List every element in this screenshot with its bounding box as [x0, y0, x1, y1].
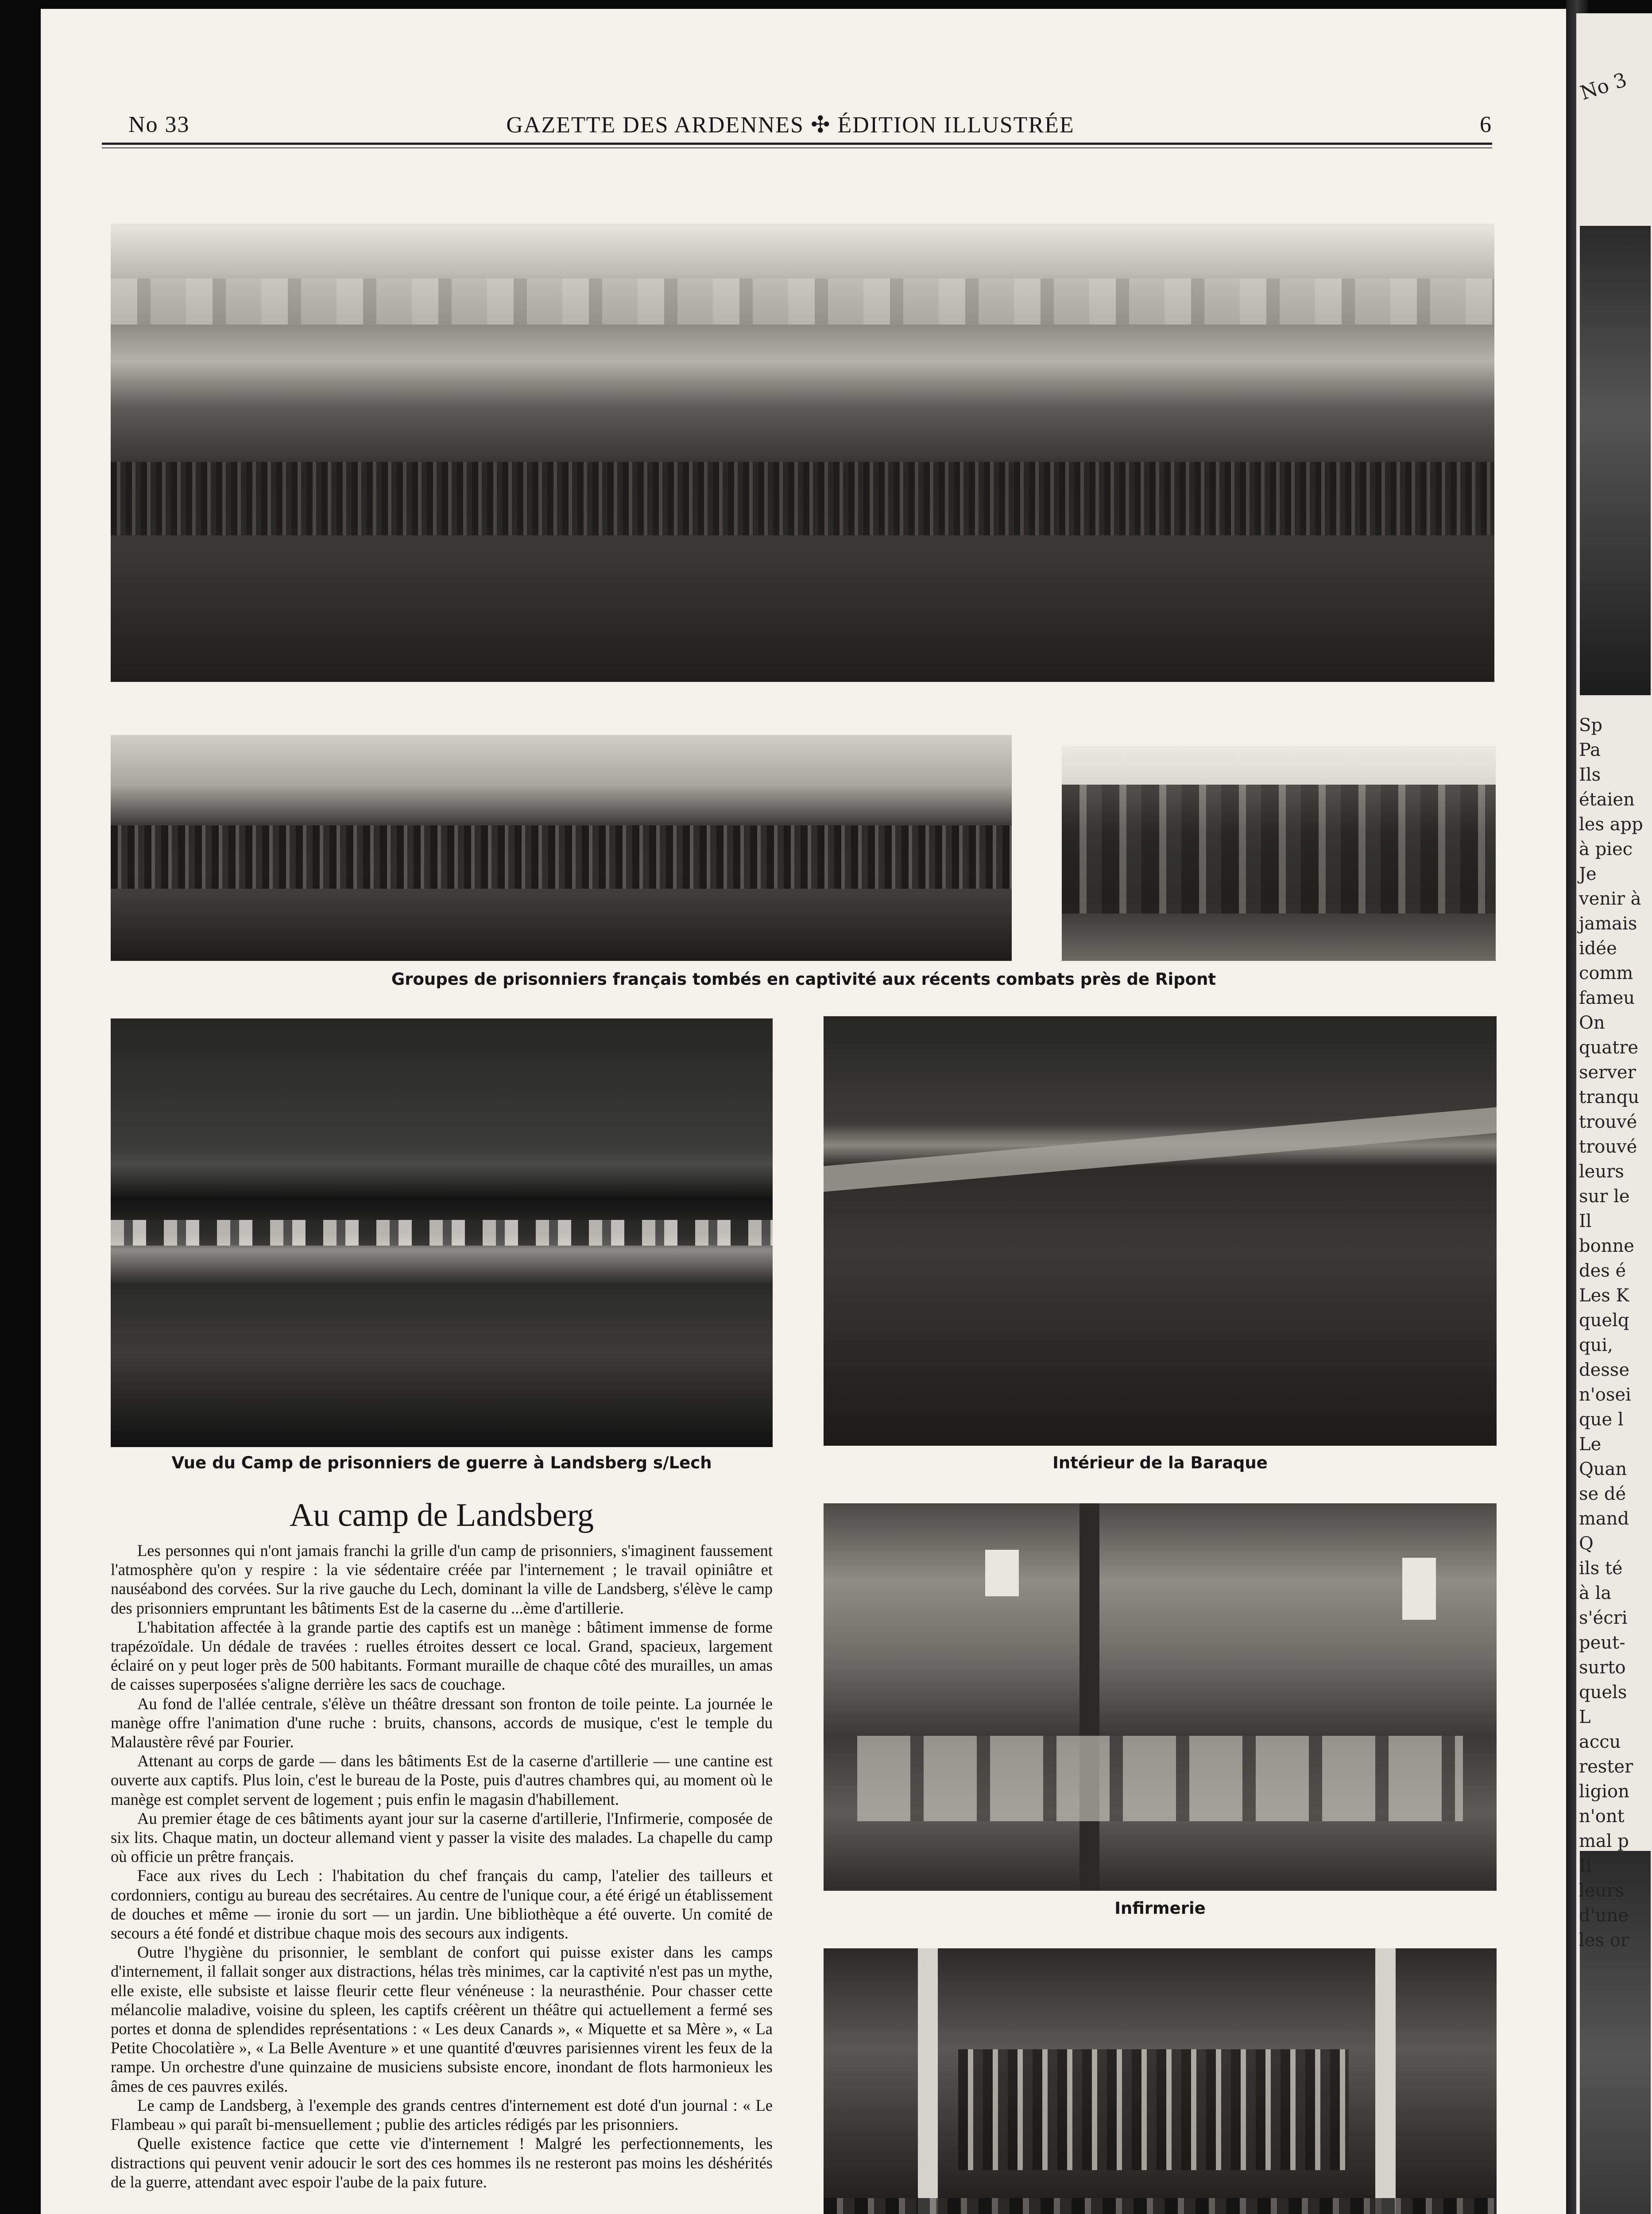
- photo-camp-view: [111, 1018, 773, 1447]
- next-page-fragment: trouvé: [1579, 1137, 1637, 1157]
- next-page-fragment: à la: [1579, 1583, 1612, 1603]
- next-page-fragment: n'osei: [1579, 1385, 1631, 1405]
- article-paragraph: Les personnes qui n'ont jamais franchi la grille d'un camp de prisonniers, s'imaginent faussement l'atmosphère qu'on y respire : la vie sédentaire créée par l'internement ; le travail opiniâtre et nauséabond des corvées. Sur la rive gauche du Lech, dominant la ville de Landsberg, s'élève le camp des prisonniers empruntant les bâtiments Est de la caserne du ...ème d'artillerie.: [111, 1541, 773, 1617]
- article-paragraph: Attenant au corps de garde — dans les bâtiments Est de la caserne d'artillerie — une cantine est ouverte aux captifs. Plus loin, c'est le bureau de la Poste, puis d'autres chambres qui, au moment où le manège est complet servent de logement ; puis enfin le magasin d'habillement.: [111, 1752, 773, 1808]
- next-page-fragment: mand: [1579, 1509, 1629, 1529]
- next-page-fragment: des é: [1579, 1261, 1626, 1281]
- photo-theatre-orchestra: [824, 1948, 1497, 2214]
- next-page-fragment: fameu: [1579, 988, 1635, 1008]
- photo-prisoner-group-right: [1062, 746, 1496, 961]
- next-page-fragment: les app: [1579, 814, 1643, 835]
- next-page-fragment: rester: [1579, 1757, 1633, 1777]
- next-page-fragment: n'ont: [1579, 1806, 1625, 1827]
- next-page-fragment: Il: [1579, 1211, 1592, 1231]
- article-title: Au camp de Landsberg: [289, 1497, 594, 1533]
- next-page-fragment: comm: [1579, 963, 1633, 983]
- next-page-fragment: ils té: [1579, 1558, 1623, 1579]
- article-paragraph: Le camp de Landsberg, à l'exemple des grands centres d'internement est doté d'un journal : « Le Flambeau » qui paraît bi-mensuellement ; publie des articles rédigés par les prisonniers.: [111, 2096, 773, 2134]
- page-number: 6: [1480, 112, 1492, 137]
- next-page-fragment: quatre: [1579, 1037, 1639, 1058]
- next-page-edge: [1576, 13, 1652, 2214]
- next-page-fragment: accu: [1579, 1732, 1621, 1752]
- next-page-fragment: leurs: [1579, 1161, 1624, 1182]
- next-page-fragment: quelq: [1579, 1310, 1629, 1331]
- next-page-fragment: se dé: [1579, 1484, 1626, 1504]
- next-page-fragment: quels: [1579, 1682, 1627, 1703]
- photo-infirmary: [824, 1503, 1497, 1891]
- caption-prisoner-groups: Groupes de prisonniers français tombés en captivité aux récents combats près de Ripont: [391, 970, 1216, 989]
- article-paragraph: Face aux rives du Lech : l'habitation du chef français du camp, l'atelier des tailleurs et cordonniers, contigu au bureau des secrétaires. Au centre de l'unique cour, a été érigé un établissement de douches et même — ironie du sort — un jardin. Une bibliothèque a été ouverte. Un comité de secours a été fondé et distribue chaque mois des secours aux indigents.: [111, 1866, 773, 1943]
- next-page-fragment: les or: [1579, 1930, 1629, 1951]
- next-page-fragment: L: [1579, 1707, 1591, 1727]
- next-page-number: No 3: [1577, 68, 1630, 105]
- next-page-text-fragments: [1579, 713, 1643, 1953]
- next-page-fragment: ligion: [1579, 1781, 1629, 1802]
- next-page-fragment: Sp: [1579, 715, 1603, 735]
- next-page-fragment: leurs: [1579, 1881, 1624, 1901]
- next-page-fragment: Quan: [1579, 1459, 1627, 1479]
- next-page-fragment: qui,: [1579, 1335, 1613, 1355]
- article-paragraph: L'habitation affectée à la grande partie des captifs est un manège : bâtiment immense de forme trapézoïdale. Un dédale de travées : ruelles étroites dessert ce local. Grand, spacieux, largement éclairé on y peut loger près de 500 habitants. Formant muraille de chaque côté des murailles, un amas de caisses superposées s'aligne derrière les sacs de couchage.: [111, 1618, 773, 1694]
- next-page-fragment: Ils: [1579, 765, 1601, 785]
- next-page-fragment: Le: [1579, 1434, 1602, 1455]
- next-page-photo: [1580, 226, 1651, 695]
- next-page-fragment: étaien: [1579, 790, 1635, 810]
- issue-number: No 33: [128, 112, 190, 137]
- next-page-fragment: desse: [1579, 1360, 1630, 1380]
- photo-barrack-interior: [824, 1016, 1497, 1446]
- article-paragraph: Au premier étage de ces bâtiments ayant jour sur la caserne d'artillerie, l'Infirmerie, composée de six lits. Chaque matin, un docteur allemand vient y passer la visite des malades. La chapelle du camp où officie un prêtre français.: [111, 1809, 773, 1866]
- next-page-fragment: s'écri: [1579, 1608, 1628, 1628]
- next-page-fragment: peut-: [1579, 1633, 1625, 1653]
- next-page-fragment: bonne: [1579, 1236, 1634, 1256]
- next-page-fragment: trouvé: [1579, 1112, 1637, 1132]
- next-page-fragment: Q: [1579, 1533, 1594, 1554]
- photo-prisoner-column-landscape: [111, 224, 1494, 682]
- header-rule: [102, 143, 1492, 148]
- caption-barrack-interior: Intérieur de la Baraque: [1052, 1453, 1268, 1472]
- next-page-fragment: jamais: [1579, 913, 1637, 934]
- photo-prisoner-group-left: [111, 735, 1012, 961]
- next-page-fragment: d'une: [1579, 1905, 1629, 1926]
- page-header: [75, 105, 1505, 140]
- next-page-fragment: venir à: [1579, 889, 1641, 909]
- next-page-fragment: Les K: [1579, 1285, 1629, 1306]
- caption-infirmary: Infirmerie: [1114, 1899, 1206, 1918]
- next-page-fragment: Il: [1579, 1856, 1592, 1876]
- next-page-fragment: Pa: [1579, 740, 1601, 760]
- next-page-fragment: server: [1579, 1062, 1636, 1083]
- article-paragraph: Outre l'hygiène du prisonnier, le semblant de confort qui puisse exister dans les camps d'internement, il fallait songer aux distractions, hélas très minimes, car la captivité n'est pas un mythe, elle existe, elle subsiste et laisse fleurir cette fleur vénéneuse : la neurasthénie. Pour chasser cette mélancolie maladive, voisine du spleen, les captifs créèrent un théâtre qui actuellement a fermé ses portes et donna de splendides représentations : « Les deux Canards », « Miquette et sa Mère », « La Petite Chocolatière », « La Belle Aventure » et une quantité d'œuvres parisiennes virent les feux de la rampe. Un orchestre d'une quinzaine de musiciens subsiste encore, inondant de flots harmonieux les âmes de ces pauvres exilés.: [111, 1943, 773, 2095]
- article-body: [111, 1541, 773, 2191]
- next-page-fragment: à piec: [1579, 839, 1633, 859]
- next-page-fragment: mal p: [1579, 1831, 1629, 1851]
- next-page-fragment: On: [1579, 1013, 1605, 1033]
- caption-camp-view: Vue du Camp de prisonniers de guerre à Landsberg s/Lech: [171, 1453, 712, 1472]
- article-paragraph: Au fond de l'allée centrale, s'élève un théâtre dressant son fronton de toile peinte. La journée le manège offre l'animation d'une ruche : bruits, chansons, accords de musique, c'est le temple du Malaustère rêvé par Fourier.: [111, 1694, 773, 1751]
- next-page-fragment: tranqu: [1579, 1087, 1640, 1107]
- next-page-fragment: Je: [1579, 864, 1597, 884]
- newspaper-title: GAZETTE DES ARDENNES ✣ ÉDITION ILLUSTRÉE: [506, 112, 1075, 138]
- next-page-fragment: idée: [1579, 938, 1617, 959]
- next-page-fragment: sur le: [1579, 1186, 1630, 1207]
- next-page-fragment: que l: [1579, 1409, 1624, 1430]
- next-page-fragment: surto: [1579, 1657, 1626, 1678]
- article-paragraph: Quelle existence factice que cette vie d'internement ! Malgré les perfectionnements, les distractions qui peuvent venir adoucir le sort des ces hommes ils ne resteront pas moins les déshérités de la guerre, attendant avec espoir l'aube de la paix future.: [111, 2134, 773, 2191]
